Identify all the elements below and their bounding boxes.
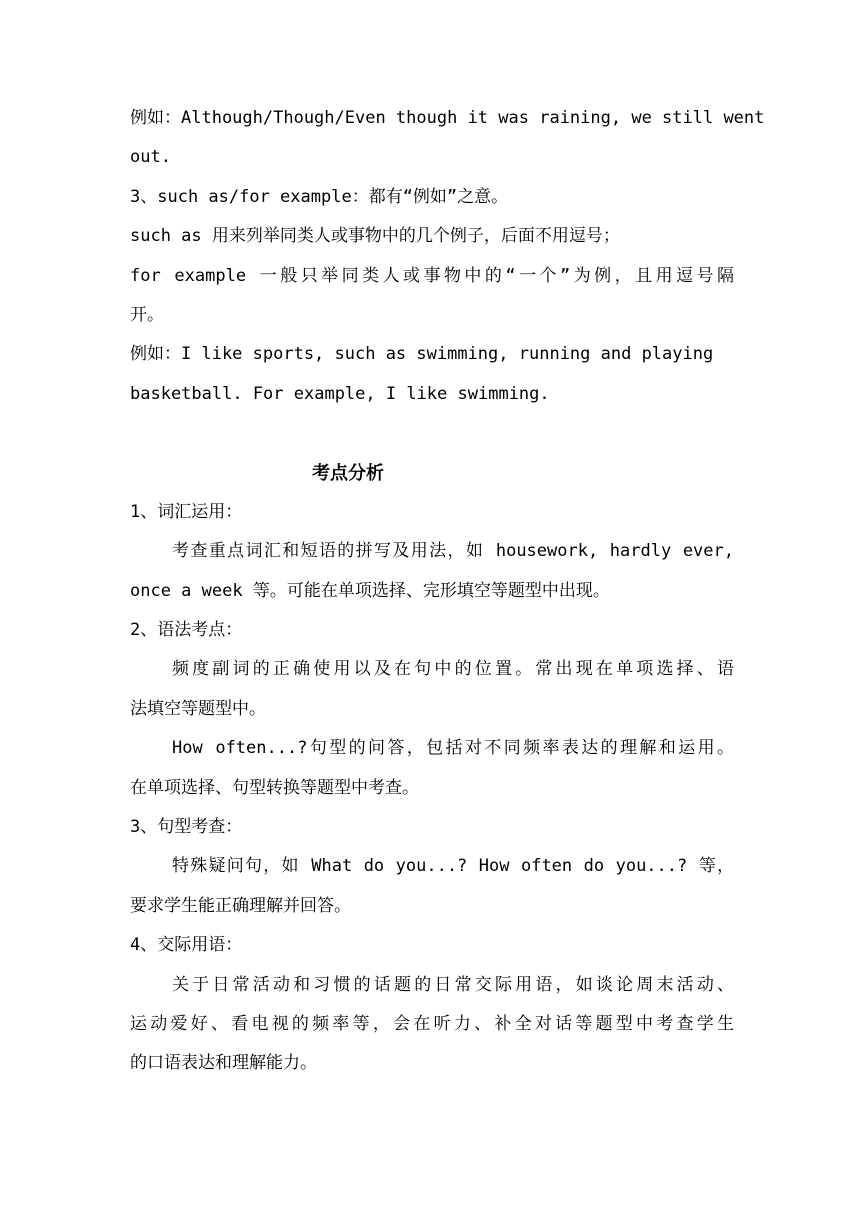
text-line: for example 一般只举同类人或事物中的“一个”为例，且用逗号隔: [130, 265, 734, 286]
text-line: 开。: [130, 304, 164, 325]
paragraph-line: 频度副词的正确使用以及在句中的位置。常出现在单项选择、语: [172, 659, 734, 680]
section-title: 考点分析: [312, 462, 384, 484]
text-line: such as 用来列举同类人或事物中的几个例子，后面不用逗号；: [130, 226, 620, 247]
paragraph-line: once a week 等。可能在单项选择、完形填空等题型中出现。: [130, 580, 610, 601]
text-line: 例如：I like sports, such as swimming, running and playing: [130, 344, 714, 365]
text-line: 3、such as/for example：都有“例如”之意。: [130, 186, 509, 207]
paragraph-line: 要求学生能正确理解并回答。: [130, 895, 351, 916]
text-line: basketball. For example, I like swimming.: [130, 383, 550, 404]
paragraph-line: 的口语表达和理解能力。: [130, 1053, 317, 1074]
item-heading: 1、词汇运用：: [130, 501, 243, 522]
paragraph-line: 关于日常活动和习惯的话题的日常交际用语，如谈论周末活动、: [172, 974, 734, 995]
paragraph-line: 运动爱好、看电视的频率等，会在听力、补全对话等题型中考查学生: [130, 1013, 734, 1034]
spacer: [130, 414, 734, 453]
paragraph-line: How often...?句型的问答，包括对不同频率表达的理解和运用。: [172, 738, 734, 759]
item-heading: 4、交际用语：: [130, 935, 243, 956]
item-heading: 2、语法考点：: [130, 620, 243, 641]
paragraph-line: 法填空等题型中。: [130, 698, 266, 719]
document-body: [130, 99, 765, 1084]
paragraph-line: 在单项选择、句型转换等题型中考查。: [130, 777, 419, 798]
item-heading: 3、句型考查：: [130, 817, 243, 838]
paragraph-line: 考查重点词汇和短语的拼写及用法，如 housework, hardly ever,: [172, 541, 734, 562]
text-line: 例如：Although/Though/Even though it was raining, we still went: [130, 108, 765, 128]
text-line: out.: [130, 147, 171, 168]
paragraph-line: 特殊疑问句，如 What do you...? How often do you...? 等，: [172, 856, 734, 877]
